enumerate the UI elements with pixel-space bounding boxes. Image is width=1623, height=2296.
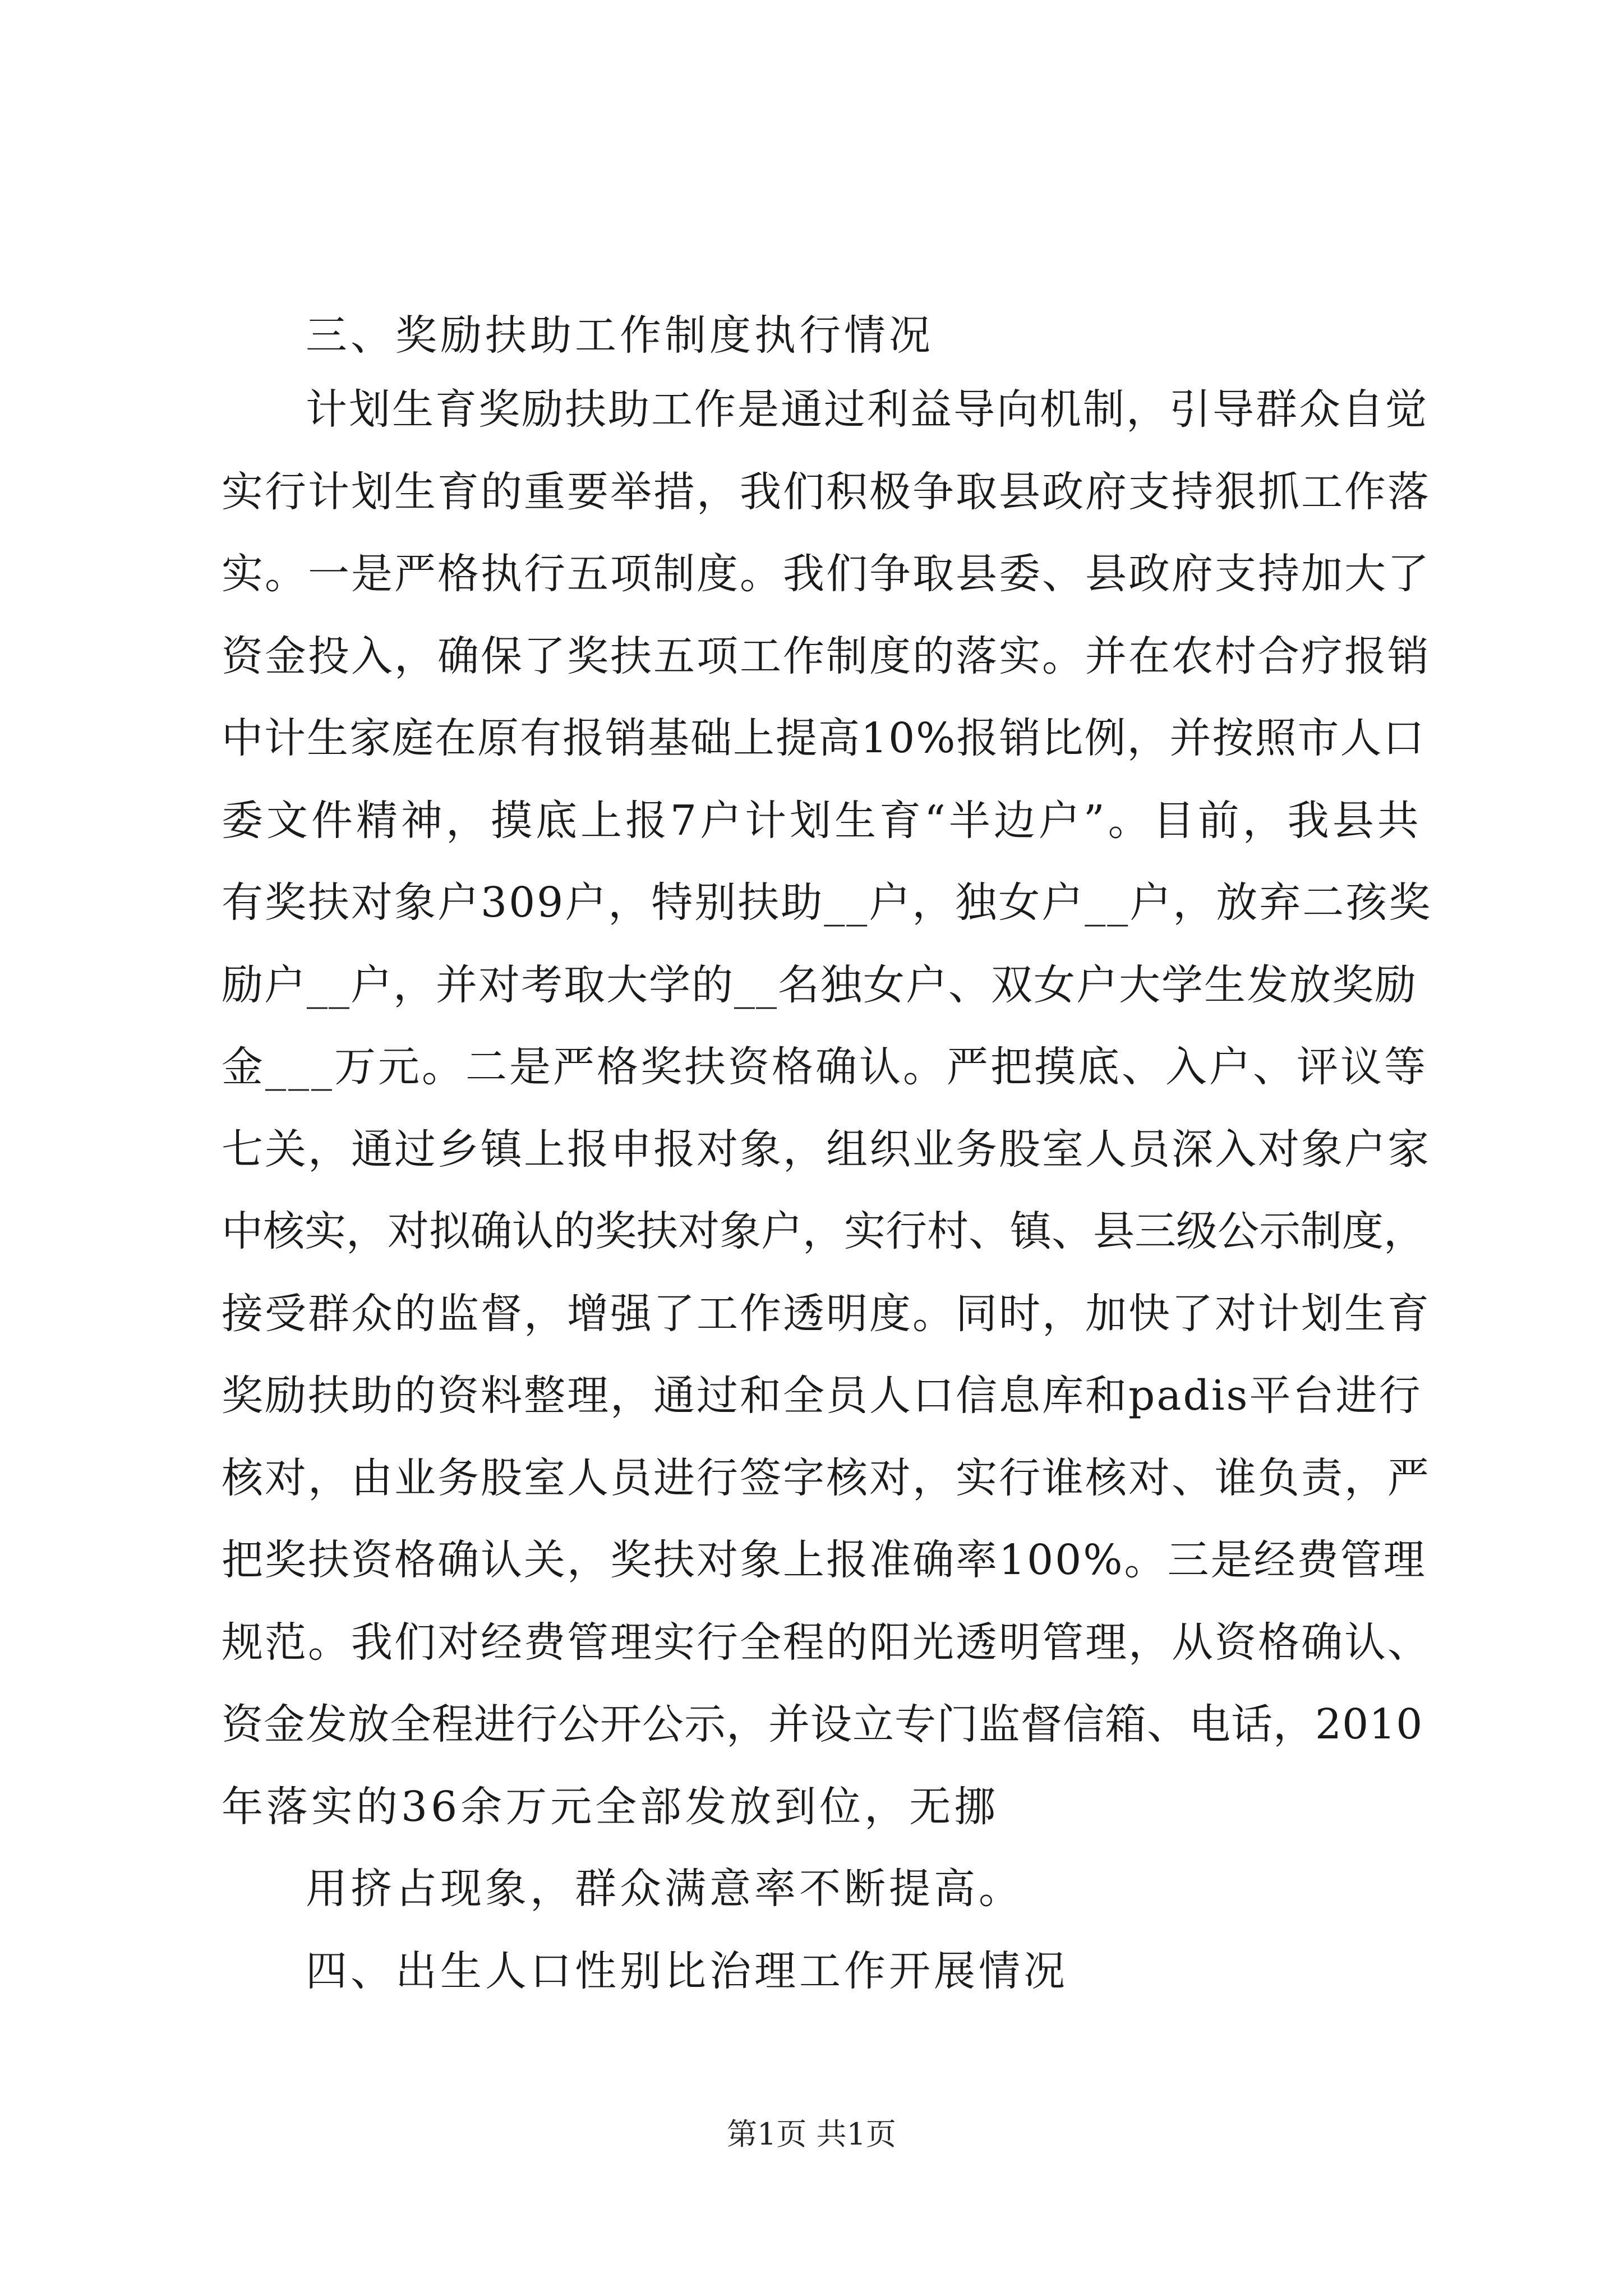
page-footer: 第1页 共1页 [727,2116,896,2152]
paragraph-line: 用挤占现象，群众满意率不断提高。 [306,1865,1023,1913]
paragraph-line: 把奖扶资格确认关，奖扶对象上报准确率100%。三是经费管理 [222,1536,1427,1584]
paragraph-line: 委文件精神，摸底上报7户计划生育“半边户”。目前，我县共 [222,797,1422,845]
paragraph-line: 年落实的36余万元全部发放到位，无挪 [222,1783,999,1831]
paragraph-line: 实行计划生育的重要举措，我们积极争取县政府支持狠抓工作落 [222,468,1431,516]
paragraph-line: 励户__户，并对考取大学的__名独女户、双女户大学生发放奖励 [222,961,1417,1009]
paragraph-line: 中计生家庭在原有报销基础上提高10%报销比例，并按照市人口 [222,714,1426,762]
paragraph-line: 实。一是严格执行五项制度。我们争取县委、县政府支持加大了 [222,550,1431,598]
paragraph-line: 核对，由业务股室人员进行签字核对，实行谁核对、谁负责，严 [222,1454,1431,1502]
paragraph-line: 中核实，对拟确认的奖扶对象户，实行村、镇、县三级公示制度， [222,1207,1425,1255]
section-heading-3: 三、奖励扶助工作制度执行情况 [306,311,934,360]
paragraph-line: 奖励扶助的资料整理，通过和全员人口信息库和padis平台进行 [222,1372,1422,1420]
paragraph-line: 接受群众的监督，增强了工作透明度。同时，加快了对计划生育 [222,1290,1431,1338]
paragraph-line: 有奖扶对象户309户，特别扶助__户，独女户__户，放弃二孩奖 [222,878,1432,927]
paragraph-line: 七关，通过乡镇上报申报对象，组织业务股室人员深入对象户家 [222,1125,1431,1174]
paragraph-line: 资金投入，确保了奖扶五项工作制度的落实。并在农村合疗报销 [222,632,1431,680]
section-heading-4: 四、出生人口性别比治理工作开展情况 [306,1947,1068,1995]
paragraph-line: 金___万元。二是严格奖扶资格确认。严把摸底、入户、评议等 [222,1043,1428,1091]
paragraph-line: 资金发放全程进行公开公示，并设立专门监督信箱、电话，2010 [222,1700,1423,1749]
paragraph-line: 规范。我们对经费管理实行全程的阳光透明管理，从资格确认、 [222,1618,1431,1667]
paragraph-line: 计划生育奖励扶助工作是通过利益导向机制，引导群众自觉 [306,385,1428,434]
